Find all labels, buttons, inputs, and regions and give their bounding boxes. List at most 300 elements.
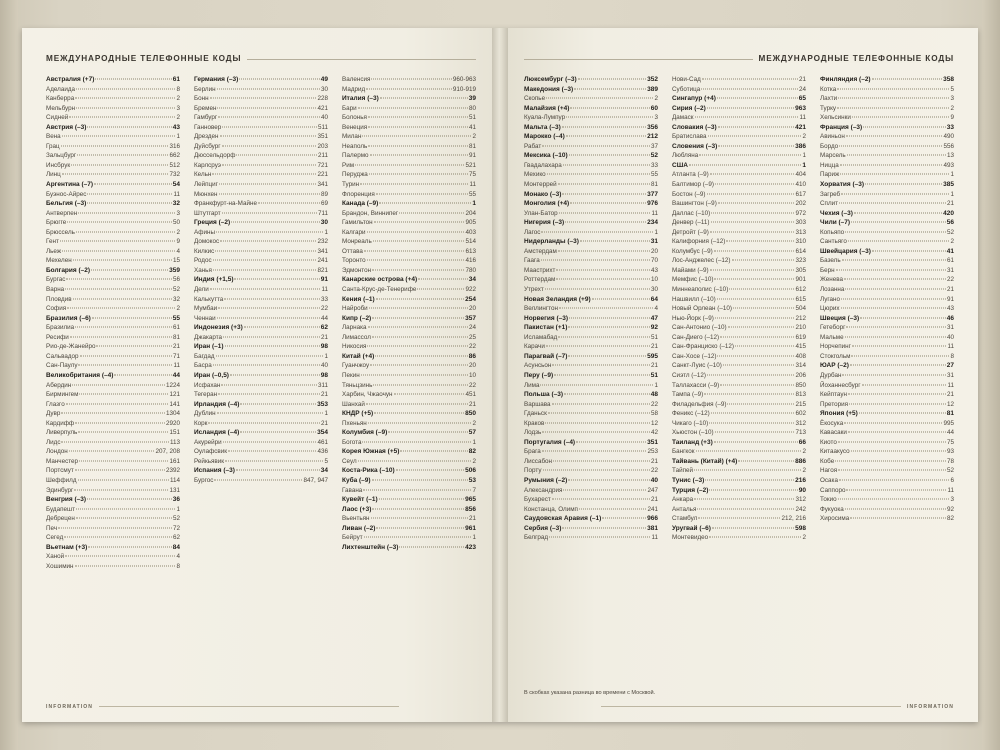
entry-code: 316 [169, 142, 180, 150]
leader-dots [845, 227, 946, 232]
entry-code: 389 [647, 85, 658, 93]
leader-dots [371, 514, 468, 519]
column-4 [524, 75, 658, 687]
leader-dots [578, 75, 646, 80]
entry-code: 37 [650, 142, 658, 150]
entry-name: Варна [46, 286, 65, 294]
leader-dots [79, 456, 168, 461]
leader-dots [838, 437, 946, 442]
leader-dots [851, 447, 946, 452]
leader-dots [580, 237, 650, 242]
entry-name: Бостон (–9) [672, 190, 706, 198]
leader-dots [218, 390, 320, 395]
leader-dots [710, 265, 795, 270]
leader-dots [222, 208, 317, 213]
leader-dots [559, 208, 651, 213]
entry-code: 52 [172, 515, 180, 523]
leader-dots [540, 380, 653, 385]
leader-dots [569, 313, 650, 318]
leader-dots [379, 495, 464, 500]
leader-dots [76, 103, 175, 108]
entry-code: 595 [647, 352, 658, 360]
entry-code: 2 [472, 419, 476, 427]
entry-name: Лейпциг [194, 181, 218, 189]
leader-dots [838, 495, 950, 500]
entry-name: Иран (–1) [194, 343, 224, 351]
entry-name: Детройт (–9) [672, 228, 709, 236]
leader-dots [76, 227, 176, 232]
leader-dots [70, 332, 172, 337]
entry-code: 65 [798, 95, 806, 103]
entry-code: 53 [468, 476, 476, 484]
entry-name: Кардифф [46, 419, 75, 427]
entry-name: Нигерия (–3) [524, 219, 565, 227]
leader-dots [542, 428, 650, 433]
entry-code: 403 [465, 228, 476, 236]
column-5 [672, 75, 806, 687]
leader-dots [712, 523, 794, 528]
entry-code: 504 [795, 305, 806, 313]
leader-dots [223, 332, 320, 337]
entry-code: 46 [946, 314, 954, 322]
entry-name: Стамбул [672, 515, 698, 523]
entry-name: Портсмут [46, 467, 74, 475]
entry-name: Корк [194, 419, 208, 427]
entry-name: Дрезден [194, 133, 219, 141]
entry-code: 20 [468, 362, 476, 370]
entry-code: 39 [468, 95, 476, 103]
leader-dots [850, 361, 946, 366]
entry-name: Домокос [194, 238, 220, 246]
entry-name: Куала-Лумпур [524, 114, 566, 122]
entry-code: 216 [795, 476, 806, 484]
entry-code: 42 [650, 429, 658, 437]
entry-code: 82 [946, 515, 954, 523]
entry-name: Словения (–3) [672, 142, 718, 150]
leader-dots [689, 160, 801, 165]
leader-dots [549, 533, 650, 538]
leader-dots [718, 122, 795, 127]
entry-name: Харбин, Чжаочун [342, 391, 393, 399]
entry-code: 617 [795, 190, 806, 198]
leader-dots [76, 84, 175, 89]
leader-dots [704, 390, 794, 395]
entry-code: 81 [650, 181, 658, 189]
entry-code: 2920 [165, 419, 180, 427]
leader-dots [222, 122, 317, 127]
entry-code: 3 [176, 209, 180, 217]
leader-dots [859, 409, 946, 414]
leader-dots [88, 542, 171, 547]
leader-dots [78, 208, 175, 213]
right-page-title: МЕЖДУНАРОДНЫЕ ТЕЛЕФОННЫЕ КОДЫ [753, 54, 954, 63]
entry-name: Лагос [524, 228, 541, 236]
entry-code: 4 [176, 247, 180, 255]
city-entry [194, 476, 328, 486]
entry-name: Мемфис (–10) [672, 276, 714, 284]
leader-dots [708, 132, 802, 137]
entry-code: 84 [172, 543, 180, 551]
entry-code: 51 [650, 371, 658, 379]
leader-dots [711, 218, 795, 223]
entry-code: 521 [465, 161, 476, 169]
entry-name: Майами (–9) [672, 266, 709, 274]
entry-code: 212 [647, 133, 658, 141]
leader-dots [545, 418, 650, 423]
leader-dots [717, 294, 795, 299]
entry-name: Сан-Антонио (–10) [672, 324, 727, 332]
entry-code: 228 [317, 95, 328, 103]
entry-code: 30 [320, 85, 328, 93]
entry-name: Кения (–1) [342, 295, 375, 303]
entry-code: 850 [465, 410, 476, 418]
entry-name: Манчестер [46, 457, 79, 465]
entry-code: 1 [324, 410, 328, 418]
entry-name: Нашвилл (–10) [672, 295, 716, 303]
entry-code: 56 [172, 276, 180, 284]
entry-code: 493 [943, 161, 954, 169]
entry-name: Лозанна [820, 286, 845, 294]
entry-name: Сингапур (+4) [672, 95, 716, 103]
entry-name: Монтевидео [672, 534, 709, 542]
entry-code: 312 [795, 496, 806, 504]
leader-dots [854, 208, 942, 213]
entry-code: 57 [468, 429, 476, 437]
entry-name: Шеффилд [46, 476, 77, 484]
entry-name: Монтеррей [524, 181, 557, 189]
entry-code: 81 [946, 410, 954, 418]
entry-code: 619 [795, 333, 806, 341]
entry-code: 11 [651, 209, 658, 217]
entry-name: Австрия (–3) [46, 123, 87, 131]
entry-name: Иран (–0,5) [194, 371, 229, 379]
leader-dots [216, 351, 324, 356]
entry-code: 22 [468, 343, 476, 351]
entry-name: Тампа (–9) [672, 391, 704, 399]
entry-name: Дуйсбург [194, 142, 221, 150]
entry-code: 385 [943, 181, 954, 189]
leader-dots [714, 246, 795, 251]
entry-code: 2 [802, 133, 806, 141]
leader-dots [208, 418, 320, 423]
entry-code: 3 [654, 114, 658, 122]
leader-dots [546, 94, 653, 99]
entry-code: 960-963 [452, 76, 476, 83]
entry-name: Килкис [194, 247, 215, 255]
entry-name: Норвегия (–3) [524, 314, 569, 322]
leader-dots [370, 361, 468, 366]
entry-name: Мумбаи [194, 305, 218, 313]
entry-code: 52 [172, 286, 180, 294]
entry-name: Пхеньян [342, 419, 367, 427]
entry-code: 30 [650, 286, 658, 294]
entry-name: Дублин [194, 410, 216, 418]
entry-code: 6 [950, 476, 954, 484]
city-entry [524, 533, 658, 543]
entry-code: 305 [795, 266, 806, 274]
leader-dots [372, 504, 464, 509]
entry-name: Дебрецен [46, 515, 75, 523]
entry-name: Исфахан [194, 381, 221, 389]
leader-dots [366, 399, 468, 404]
entry-code: 31 [946, 266, 954, 274]
entry-name: Колумбия (–9) [342, 429, 388, 437]
entry-name: Ливан (–2) [342, 524, 376, 532]
entry-code: 963 [795, 104, 806, 112]
entry-name: Гент [46, 238, 59, 246]
leader-dots [219, 180, 317, 185]
entry-name: Бразилиа [46, 324, 75, 332]
entry-code: 10 [468, 371, 476, 379]
leader-dots [845, 504, 946, 509]
entry-name: Италия (–3) [342, 95, 379, 103]
entry-name: Мельбурн [46, 104, 76, 112]
leader-dots [87, 122, 171, 127]
column-3 [342, 75, 476, 687]
entry-code: 204 [465, 209, 476, 217]
entry-name: Хьюстон (–10) [672, 429, 714, 437]
entry-code: 972 [795, 209, 806, 217]
entry-code: 89 [320, 190, 328, 198]
entry-code: 91 [468, 152, 476, 160]
entry-code: 212 [795, 314, 806, 322]
cover-edge-right [982, 0, 1000, 750]
entry-code: 21 [650, 362, 658, 370]
entry-name: Исламабад [524, 333, 558, 341]
entry-name: Исландия (–4) [194, 429, 240, 437]
entry-code: 1 [324, 228, 328, 236]
leader-dots [710, 170, 795, 175]
leader-dots [69, 447, 155, 452]
entry-code: 713 [795, 429, 806, 437]
leader-dots [695, 113, 799, 118]
leader-dots [374, 218, 465, 223]
entry-name: Гуанчжоу [342, 362, 370, 370]
entry-name: Авиньон [820, 133, 845, 141]
left-page-header [46, 54, 476, 66]
leader-dots [863, 122, 946, 127]
entry-name: Ливерпуль [46, 429, 78, 437]
entry-code: 43 [650, 266, 658, 274]
entry-code: 241 [317, 257, 328, 265]
entry-code: 32 [172, 200, 180, 208]
entry-name: Корея Южная (+5) [342, 448, 400, 456]
entry-name: Китай (+4) [342, 352, 375, 360]
entry-code: 780 [465, 266, 476, 274]
leader-dots [371, 75, 451, 80]
entry-code: 55 [650, 171, 658, 179]
entry-name: Тунис (–3) [672, 476, 705, 484]
leader-dots [852, 113, 950, 118]
leader-dots [376, 189, 468, 194]
entry-code: 70 [650, 257, 658, 265]
entry-code: 234 [647, 219, 658, 227]
leader-dots [569, 151, 650, 156]
entry-name: Норчепинг [820, 343, 851, 351]
leader-dots [114, 370, 171, 375]
entry-name: Брюссель [46, 228, 75, 236]
entry-name: Мехико [524, 171, 546, 179]
entry-name: Лос-Анджелес (–12) [672, 257, 731, 265]
entry-name: Венеция [342, 123, 368, 131]
leader-dots [362, 437, 471, 442]
entry-name: Турция (–2) [672, 486, 709, 494]
entry-name: Ларнака [342, 324, 367, 332]
leader-dots [217, 409, 324, 414]
entry-code: 44 [320, 314, 328, 322]
leader-dots [705, 475, 794, 480]
leader-dots [851, 351, 949, 356]
entry-name: Скопье [524, 95, 546, 103]
entry-name: Абердин [46, 381, 72, 389]
leader-dots [872, 75, 943, 80]
leader-dots [552, 361, 650, 366]
entry-name: Ханой [46, 553, 65, 561]
entry-name: Чили (–7) [820, 219, 851, 227]
entry-name: Линц [46, 171, 61, 179]
entry-code: 1 [802, 161, 806, 169]
entry-name: Гетеборг [820, 324, 846, 332]
leader-dots [417, 285, 464, 290]
entry-name: Коста-Рика (–10) [342, 467, 395, 475]
leader-dots [215, 246, 316, 251]
entry-name: Индия (+1,5) [194, 276, 234, 284]
entry-code: 25 [468, 333, 476, 341]
entry-code: 451 [465, 391, 476, 399]
entry-name: Анталья [672, 505, 697, 513]
entry-name: Нови-Сад [672, 76, 701, 83]
leader-dots [372, 475, 468, 480]
entry-name: Сан-Диего (–12) [672, 333, 720, 341]
entry-name: Тайпей [672, 467, 694, 475]
leader-dots [844, 418, 942, 423]
entry-name: Венгрия (–3) [46, 496, 87, 504]
entry-code: 976 [647, 200, 658, 208]
leader-dots [75, 418, 165, 423]
entry-code: 922 [465, 286, 476, 294]
leader-dots [72, 380, 165, 385]
entry-name: Оттава [342, 247, 363, 255]
entry-code: 421 [795, 123, 806, 131]
entry-name: Австралия (+7) [46, 76, 95, 83]
entry-code: 90 [798, 486, 806, 494]
entry-code: 1304 [165, 410, 180, 418]
leader-dots [374, 409, 464, 414]
leader-dots [380, 94, 468, 99]
leader-dots [696, 447, 802, 452]
entry-code: 22 [650, 467, 658, 475]
entry-code: 310 [795, 238, 806, 246]
leader-dots [418, 275, 468, 280]
entry-code: 356 [647, 123, 658, 131]
leader-dots [375, 351, 467, 356]
entry-name: Пекин [342, 371, 360, 379]
entry-code: 21 [320, 391, 328, 399]
entry-name: Лихтенштейн (–3) [342, 543, 399, 551]
city-entry [672, 533, 806, 543]
leader-dots [78, 475, 169, 480]
leader-dots [358, 456, 472, 461]
leader-dots [216, 227, 324, 232]
entry-name: Анкара [672, 496, 694, 504]
entry-name: Лима [524, 381, 540, 389]
entry-name: Перуджа [342, 171, 368, 179]
entry-name: Бельгия (–3) [46, 200, 87, 208]
entry-code: 410 [795, 181, 806, 189]
leader-dots [840, 170, 949, 175]
entry-code: 21 [468, 515, 476, 523]
entry-name: Великобритания (–4) [46, 371, 114, 379]
leader-dots [367, 256, 465, 261]
leader-dots [218, 113, 320, 118]
entry-name: Румыния (–2) [524, 476, 568, 484]
entry-name: Никосия [342, 343, 367, 351]
leader-dots [76, 504, 176, 509]
entry-code: 323 [795, 257, 806, 265]
entry-name: Саудовская Аравия (–1) [524, 515, 602, 523]
entry-name: Филадельфия (–9) [672, 400, 727, 408]
entry-code: 2392 [165, 467, 180, 475]
entry-code: 52 [946, 228, 954, 236]
entry-name: Карлсруэ [194, 161, 222, 169]
entry-name: Дели [194, 286, 209, 294]
leader-dots [838, 94, 949, 99]
entry-code: 22 [650, 400, 658, 408]
entry-name: Мексика (–10) [524, 152, 568, 160]
entry-name: Швеция (–3) [820, 314, 860, 322]
entry-code: 5 [324, 457, 328, 465]
entry-name: Польша (–3) [524, 391, 564, 399]
leader-dots [852, 342, 947, 347]
entry-name: Хельсинки [820, 114, 851, 122]
entry-name: Варшава [524, 400, 551, 408]
entry-code: 966 [647, 515, 658, 523]
left-page-title: МЕЖДУНАРОДНЫЕ ТЕЛЕФОННЫЕ КОДЫ [46, 54, 247, 63]
leader-dots [223, 437, 317, 442]
entry-code: 33 [320, 295, 328, 303]
entry-name: Белград [524, 534, 549, 542]
entry-code: 1 [472, 438, 476, 446]
entry-code: 151 [169, 429, 180, 437]
leader-dots [718, 199, 795, 204]
entry-name: Калгари [342, 228, 366, 236]
entry-code: 40 [650, 476, 658, 484]
leader-dots [96, 342, 172, 347]
leader-dots [542, 141, 650, 146]
entry-name: Чикаго (–10) [672, 419, 709, 427]
leader-dots [372, 265, 464, 270]
leader-dots [733, 304, 795, 309]
leader-dots [213, 361, 320, 366]
entry-code: 161 [169, 457, 180, 465]
leader-dots [360, 180, 468, 185]
entry-name: Кейптаун [820, 391, 847, 399]
entry-name: Хорватия (–3) [820, 181, 865, 189]
entry-code: 4 [176, 553, 180, 561]
leader-dots [364, 533, 472, 538]
leader-dots [574, 84, 646, 89]
entry-name: Бремен [194, 104, 217, 112]
leader-dots [75, 561, 176, 566]
leader-dots [69, 113, 175, 118]
entry-code: 81 [468, 142, 476, 150]
leader-dots [707, 103, 794, 108]
entry-name: Уругвай (–6) [672, 524, 711, 532]
leader-dots [61, 437, 168, 442]
leader-dots [368, 323, 468, 328]
entry-name: Тегеран [194, 391, 218, 399]
entry-code: 461 [317, 438, 328, 446]
